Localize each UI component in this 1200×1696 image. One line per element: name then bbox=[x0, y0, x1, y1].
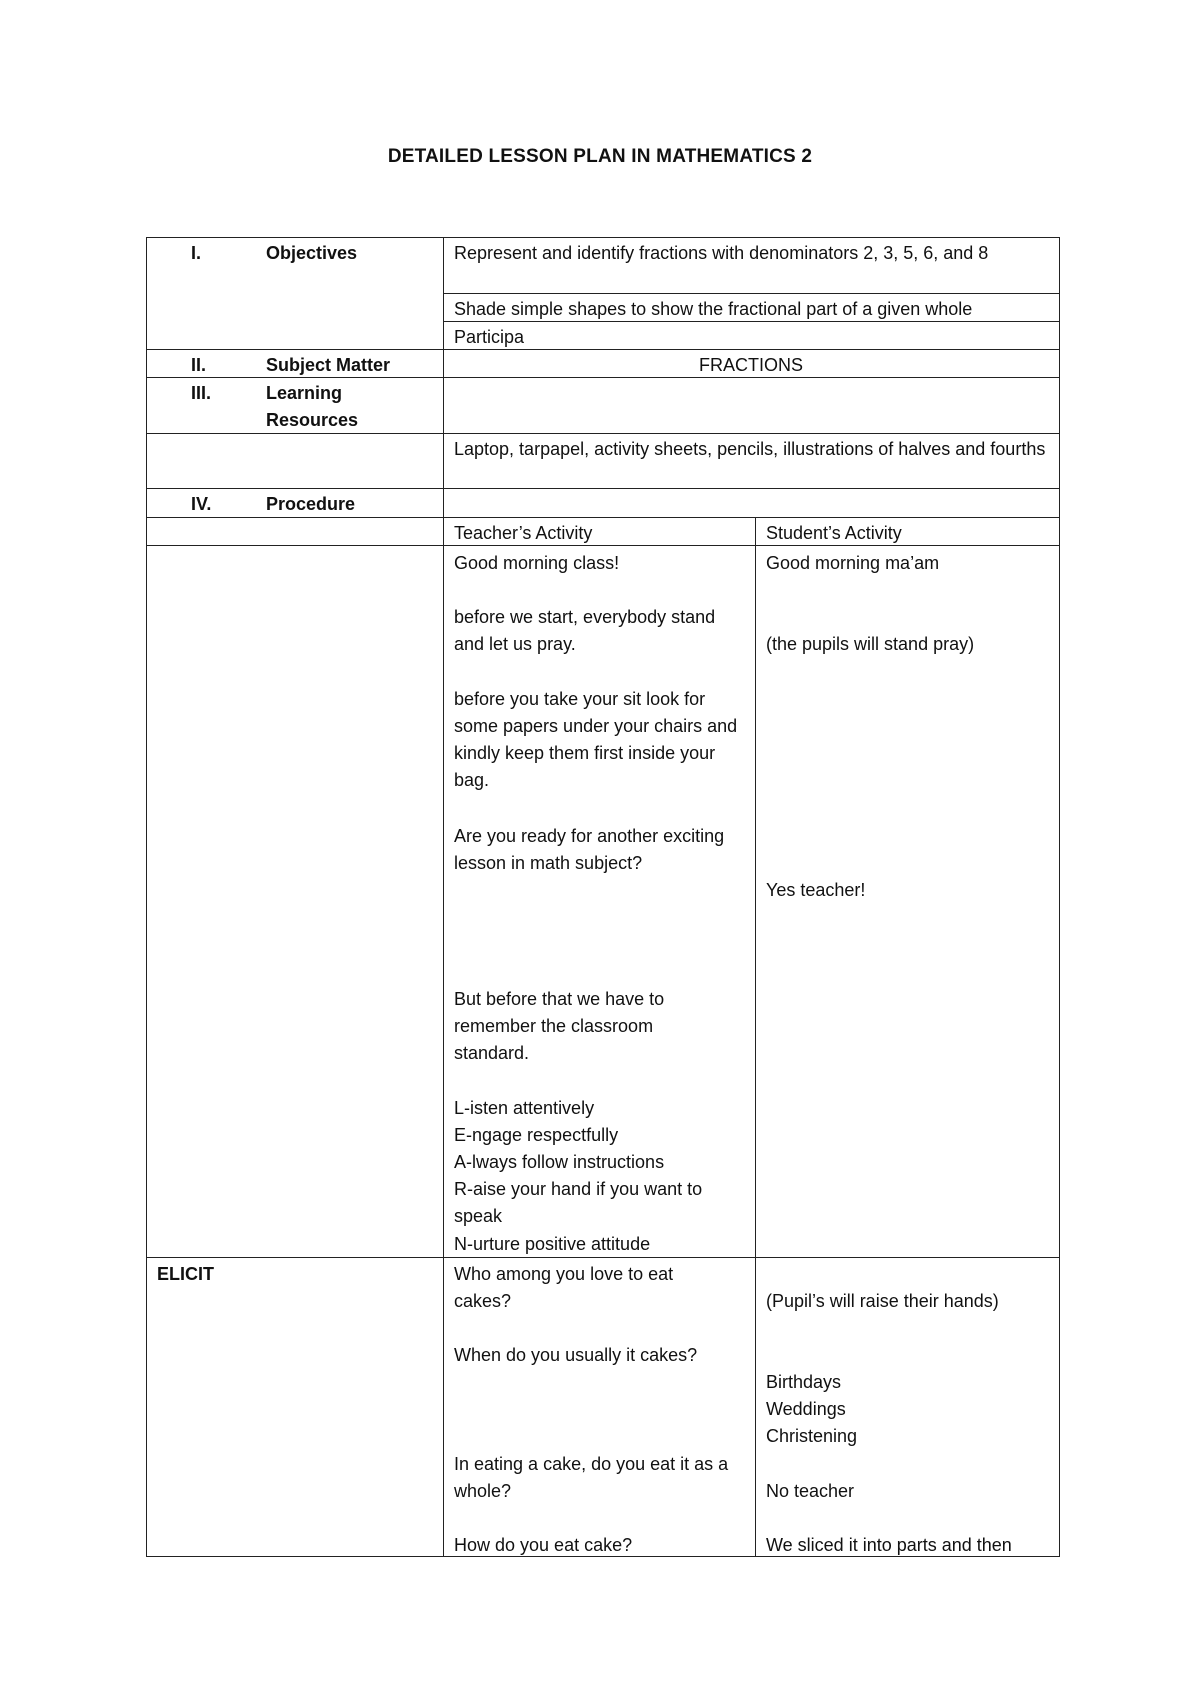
student-line: (Pupil’s will raise their hands) bbox=[766, 1291, 999, 1311]
objective-item-2: Shade simple shapes to show the fractional part of a given whole bbox=[454, 299, 973, 319]
learning-resources-value: Laptop, tarpapel, activity sheets, pencils, illustrations of halves and fourths bbox=[454, 439, 1046, 459]
procedure-numeral: IV. bbox=[191, 494, 212, 514]
objective-item-3: Participa bbox=[454, 327, 525, 347]
student-line: We sliced it into parts and then bbox=[766, 1535, 1012, 1555]
teacher-line: In eating a cake, do you eat it as a whole? bbox=[454, 1454, 734, 1501]
teacher-activity-header: Teacher’s Activity bbox=[454, 523, 593, 543]
subject-matter-numeral: II. bbox=[191, 355, 207, 375]
teacher-line: before you take your sit look for some papers under your chairs and kindly keep them first inside your bag. bbox=[454, 689, 743, 790]
teacher-line: When do you usually it cakes? bbox=[454, 1345, 698, 1365]
table-border-left bbox=[146, 237, 147, 1557]
subject-matter-value: FRACTIONS bbox=[698, 355, 803, 375]
student-line: Christening bbox=[766, 1426, 858, 1446]
teacher-line: Are you ready for another exciting lesson in math subject? bbox=[454, 826, 730, 873]
page-title: DETAILED LESSON PLAN IN MATHEMATICS 2 bbox=[387, 146, 813, 167]
procedure-label: Procedure bbox=[266, 494, 356, 514]
student-line: Weddings bbox=[766, 1399, 846, 1419]
learning-resources-label: Learning Resources bbox=[266, 383, 359, 430]
teacher-line: E-ngage respectfully bbox=[454, 1125, 619, 1145]
learning-resources-label-cell bbox=[146, 377, 443, 433]
teacher-line: N-urture positive attitude bbox=[454, 1234, 651, 1254]
table-border-right bbox=[1059, 237, 1060, 1557]
student-activity-header: Student’s Activity bbox=[766, 523, 902, 543]
objectives-label-cell bbox=[146, 237, 443, 349]
procedure-label-cell bbox=[146, 488, 443, 517]
objectives-label: Objectives bbox=[266, 243, 358, 263]
teacher-line: A-lways follow instructions bbox=[454, 1152, 665, 1172]
teacher-line: Good morning class! bbox=[454, 553, 620, 573]
student-line: Good morning ma’am bbox=[766, 553, 940, 573]
teacher-line: How do you eat cake? bbox=[454, 1535, 633, 1555]
student-line: No teacher bbox=[766, 1481, 855, 1501]
teacher-line: before we start, everybody stand and let us pray. bbox=[454, 607, 721, 654]
teacher-line: R-aise your hand if you want to speak bbox=[454, 1179, 708, 1226]
student-line: Yes teacher! bbox=[766, 880, 866, 900]
subject-matter-label-cell bbox=[146, 349, 443, 377]
subject-matter-label: Subject Matter bbox=[266, 355, 391, 375]
elicit-label: ELICIT bbox=[157, 1264, 214, 1284]
student-line: (the pupils will stand pray) bbox=[766, 634, 975, 654]
teacher-line: But before that we have to remember the classroom standard. bbox=[454, 989, 670, 1063]
objective-item-1: Represent and identify fractions with denominators 2, 3, 5, 6, and 8 bbox=[454, 243, 989, 263]
teacher-line: L-isten attentively bbox=[454, 1098, 595, 1118]
objectives-numeral: I. bbox=[191, 243, 202, 263]
learning-resources-numeral: III. bbox=[191, 383, 212, 403]
student-line: Birthdays bbox=[766, 1372, 842, 1392]
teacher-line: Who among you love to eat cakes? bbox=[454, 1264, 679, 1311]
